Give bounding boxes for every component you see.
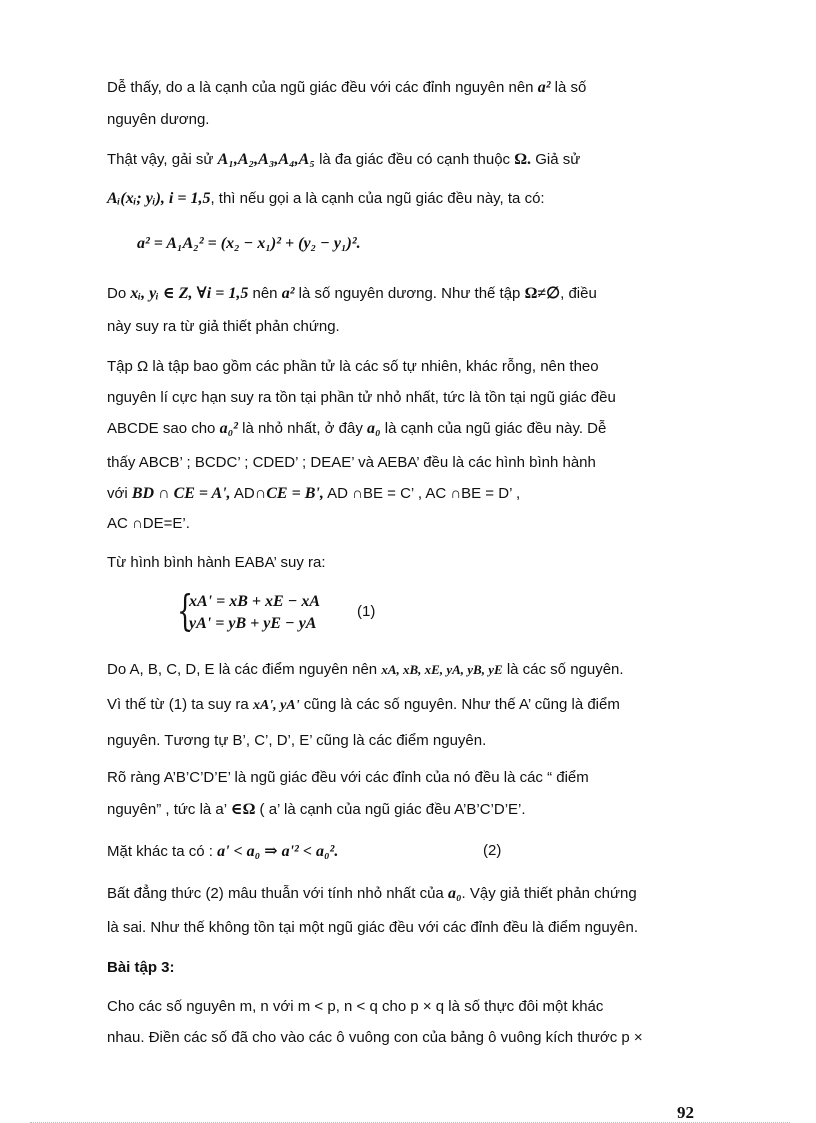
text: Từ hình bình hành EABA’ suy ra: (107, 554, 326, 571)
math-integer-coords: xᵢ, yᵢ ∈ Z, ∀i = 1,5 (130, 285, 249, 302)
text: là sai. Như thế không tồn tại một ngũ giác đều với các đỉnh đều là điểm nguyên. (107, 919, 639, 936)
p3-line1 (107, 284, 597, 304)
text: thấy ABCB’ ; BCDC’ ; CDED’ ; DEAE’ và AEBA’ đều là các hình bình hành (107, 454, 596, 471)
text: nhau. Điền các số đã cho vào các ô vuông con của bảng ô vuông kích thước p × (107, 1029, 643, 1046)
text: , điều (560, 285, 597, 302)
p2-line2 (107, 189, 545, 209)
math-vertices: A₁,A₂,A₃,A₄,A₅ (217, 151, 315, 168)
text: nguyên lí cực hạn suy ra tồn tại phần tử nhỏ nhất, tức là tồn tại ngũ giác đều (107, 389, 616, 406)
math-intersection-b: ∩CE = B', (254, 485, 324, 502)
math-a-squared: a² (281, 285, 295, 302)
math-a0: a₀ (447, 885, 462, 902)
text: Rõ ràng A’B’C’D’E’ là ngũ giác đều với các đỉnh của nó đều là các “ điểm (107, 769, 589, 786)
p4-line2 (107, 388, 616, 408)
p6-line3 (107, 731, 486, 751)
math-omega: Ω. (514, 151, 532, 168)
p9-line1 (107, 884, 637, 904)
p2-equation (137, 234, 361, 254)
p1-line2 (107, 110, 209, 130)
text: AD (233, 485, 255, 502)
p1-line1 (107, 78, 586, 98)
math-a0-squared: a₀² (219, 420, 238, 437)
text: nguyên. Tương tự B’, C’, D’, E’ cũng là các điểm nguyên. (107, 732, 487, 749)
system-line-x: xA' = xB + xE − xA (189, 593, 321, 610)
p7-line2 (107, 800, 526, 820)
text: Do A, B, C, D, E là các điểm nguyên nên (107, 661, 378, 678)
text: này suy ra từ giả thiết phản chứng. (107, 318, 340, 335)
page-number: 92 (677, 1103, 694, 1122)
math-integer-values: xA, xB, xE, yA, yB, yE (381, 662, 503, 677)
p8-line1 (107, 842, 338, 862)
math-in-omega: ∈Ω (230, 801, 256, 818)
text: là đa giác đều có cạnh thuộc (319, 151, 511, 168)
p4-line3 (107, 419, 606, 439)
text: Bất đẳng thức (2) mâu thuẫn với tính nhỏ nhất của (107, 885, 444, 902)
p7-line1 (107, 768, 589, 788)
text: là số nguyên dương. Như thế tập (298, 285, 521, 302)
math-side-equation: a² = A₁A₂² = (x₂ − x₁)² + (y₂ − y₁)². (137, 235, 361, 252)
math-inequality: a' < a₀ ⇒ a'² < a₀². (217, 843, 339, 860)
text: Dễ thấy, do a là cạnh của ngũ giác đều với các đỉnh nguyên nên (107, 79, 534, 96)
p5-line1 (107, 553, 326, 573)
text: là các số nguyên. (506, 661, 624, 678)
p4-line6 (107, 514, 190, 534)
equation-label-2: (2) (483, 842, 502, 859)
text: cũng là các số nguyên. Như thế A’ cũng là điểm (303, 696, 620, 713)
p6-line2 (107, 695, 620, 716)
math-a-prime-coords: xA', yA' (252, 698, 300, 713)
brace-symbol: { (177, 586, 194, 635)
text: nguyên dương. (107, 111, 210, 128)
text: với (107, 485, 128, 502)
text: Do (107, 285, 127, 302)
system-line-y: yA' = yB + yE − yA (189, 615, 317, 632)
equation-label-1: (1) (357, 603, 376, 620)
section-title: Bài tập 3: (107, 959, 175, 976)
text: , thì nếu gọi a là cạnh của ngũ giác đều này, ta có: (210, 190, 545, 207)
math-vertex-coords: Aᵢ(xᵢ; yᵢ), i = 1,5 (107, 190, 211, 207)
text: Vì thế từ (1) ta suy ra (107, 696, 249, 713)
math-omega-nonempty: Ω≠∅ (524, 285, 561, 302)
text: Tập Ω là tập bao gồm các phần tử là các số tự nhiên, khác rỗng, nên theo (107, 358, 599, 375)
text: là cạnh của ngũ giác đều này. Dễ (384, 420, 607, 437)
p6-line1 (107, 660, 624, 680)
text: Mặt khác ta có : (107, 843, 213, 860)
p10-line1 (107, 997, 603, 1017)
p4-line5 (107, 484, 520, 504)
equation-system (177, 586, 321, 640)
p3-line2 (107, 317, 340, 337)
math-a-squared: a² (537, 79, 551, 96)
p10-line2 (107, 1028, 643, 1048)
text: . Vậy giả thiết phản chứng (461, 885, 637, 902)
text: là số (554, 79, 587, 96)
text: ABCDE sao cho (107, 420, 216, 437)
text: Cho các số nguyên m, n với m < p, n < q cho p × q là số thực đôi một khác (107, 998, 604, 1015)
math-a0: a₀ (367, 420, 381, 437)
math-intersection-a: BD ∩ CE = A', (131, 485, 231, 502)
text: ( a’ là cạnh của ngũ giác đều A’B’C’D’E’. (259, 801, 526, 818)
p9-line2 (107, 918, 638, 938)
text: Giả sử (535, 151, 581, 168)
text: AC ∩DE=E’. (107, 515, 190, 532)
text: là nhỏ nhất, ở đây (242, 420, 363, 437)
p4-line4 (107, 453, 596, 473)
text: AD ∩BE = C’ , AC ∩BE = D’ , (327, 485, 521, 502)
p4-line1 (107, 357, 599, 377)
text: nên (252, 285, 278, 302)
p2-line1 (107, 150, 580, 170)
text: Thật vậy, gải sử (107, 151, 214, 168)
text: nguyên” , tức là a’ (107, 801, 227, 818)
